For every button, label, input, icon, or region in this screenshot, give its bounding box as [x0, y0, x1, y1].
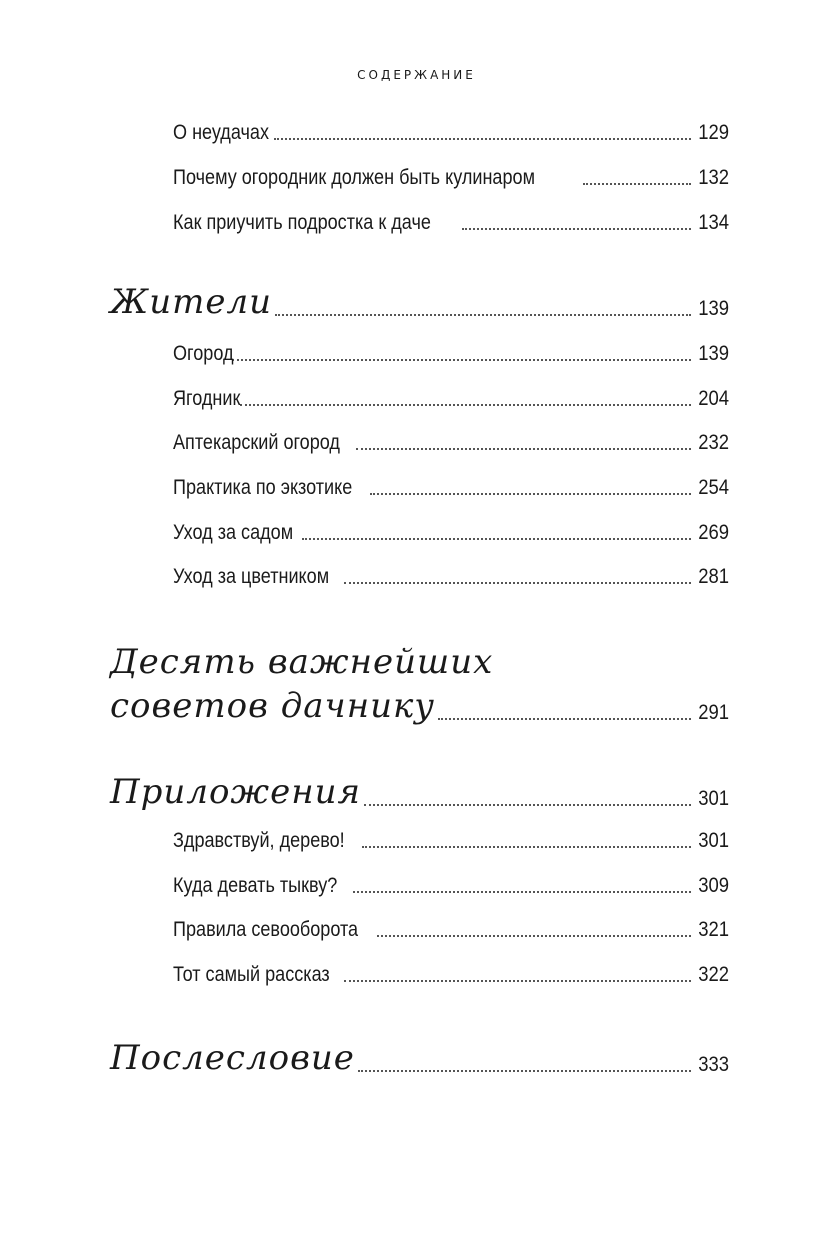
toc-chapter-title: Приложения	[110, 772, 362, 812]
dot-leader	[364, 804, 691, 806]
toc-entry-page: 321	[698, 918, 729, 941]
dot-leader	[462, 228, 691, 230]
toc-chapter-page: 291	[698, 701, 729, 724]
toc-chapter-title-line1[interactable]: Десять важнейших	[110, 642, 494, 682]
dot-leader	[377, 935, 691, 937]
toc-entry-page: 281	[698, 565, 729, 588]
toc-entry-title: Почему огородник должен быть кулинаром	[173, 166, 535, 189]
dot-leader	[583, 183, 691, 185]
toc-entry-title: Как приучить подростка к даче	[173, 211, 431, 234]
dot-leader	[274, 138, 691, 140]
toc-entry-title: Здравствуй, дерево!	[173, 829, 345, 852]
toc-entry[interactable]	[173, 165, 729, 191]
toc-entry[interactable]	[173, 430, 729, 456]
toc-entry[interactable]	[173, 386, 729, 412]
dot-leader	[344, 980, 691, 982]
dot-leader	[344, 582, 691, 584]
toc-entry-title: О неудачах	[173, 121, 269, 144]
toc-entry-page: 139	[698, 342, 729, 365]
toc-chapter[interactable]	[110, 282, 729, 322]
toc-entry-page: 134	[698, 211, 729, 234]
toc-entry[interactable]	[173, 520, 729, 546]
toc-entry-title: Куда девать тыкву?	[173, 874, 338, 897]
dot-leader	[370, 493, 690, 495]
toc-entry[interactable]	[173, 341, 729, 367]
dot-leader	[275, 314, 691, 316]
dot-leader	[353, 891, 691, 893]
toc-entry-page: 132	[698, 166, 729, 189]
toc-entry-title: Уход за садом	[173, 521, 294, 544]
toc-entry[interactable]	[173, 120, 729, 146]
dot-leader	[356, 448, 691, 450]
toc-entry-title: Практика по экзотике	[173, 476, 353, 499]
dot-leader	[362, 846, 691, 848]
toc-entry-title: Ягодник	[173, 387, 241, 410]
toc-chapter-page: 139	[698, 297, 729, 320]
toc-entry-title: Аптекарский огород	[173, 431, 340, 454]
toc-entry-page: 254	[698, 476, 729, 499]
toc-chapter[interactable]	[110, 772, 729, 812]
toc-entry-title: Огород	[173, 342, 234, 365]
toc-entry[interactable]	[173, 475, 729, 501]
toc-entry-title: Тот самый рассказ	[173, 963, 330, 986]
dot-leader	[240, 404, 691, 406]
toc-entry-page: 269	[698, 521, 729, 544]
toc-chapter-page: 301	[698, 787, 729, 810]
toc-entry-page: 309	[698, 874, 729, 897]
toc-chapter-title: Послесловие	[110, 1038, 355, 1078]
toc-entry[interactable]	[173, 962, 729, 988]
running-header: СОДЕРЖАНИЕ	[357, 68, 476, 82]
toc-entry-title: Уход за цветником	[173, 565, 330, 588]
toc-entry-page: 232	[698, 431, 729, 454]
toc-entry[interactable]	[173, 917, 729, 943]
toc-entry-page: 301	[698, 829, 729, 852]
toc-entry[interactable]	[173, 564, 729, 590]
toc-chapter-title: Жители	[110, 282, 273, 322]
toc-entry-page: 129	[698, 121, 729, 144]
dot-leader	[438, 718, 691, 720]
toc-entry[interactable]	[173, 873, 729, 899]
toc-entry[interactable]	[173, 210, 729, 236]
dot-leader	[358, 1070, 691, 1072]
toc-chapter-title-line2: советов дачнику	[110, 686, 436, 726]
toc-entry-page: 204	[698, 387, 729, 410]
toc-entry[interactable]	[173, 828, 729, 854]
dot-leader	[232, 359, 691, 361]
toc-chapter[interactable]	[110, 686, 729, 726]
dot-leader	[302, 538, 691, 540]
toc-entry-title: Правила севооборота	[173, 918, 359, 941]
toc-chapter-page: 333	[698, 1053, 729, 1076]
toc-entry-page: 322	[698, 963, 729, 986]
toc-chapter[interactable]	[110, 1038, 729, 1078]
